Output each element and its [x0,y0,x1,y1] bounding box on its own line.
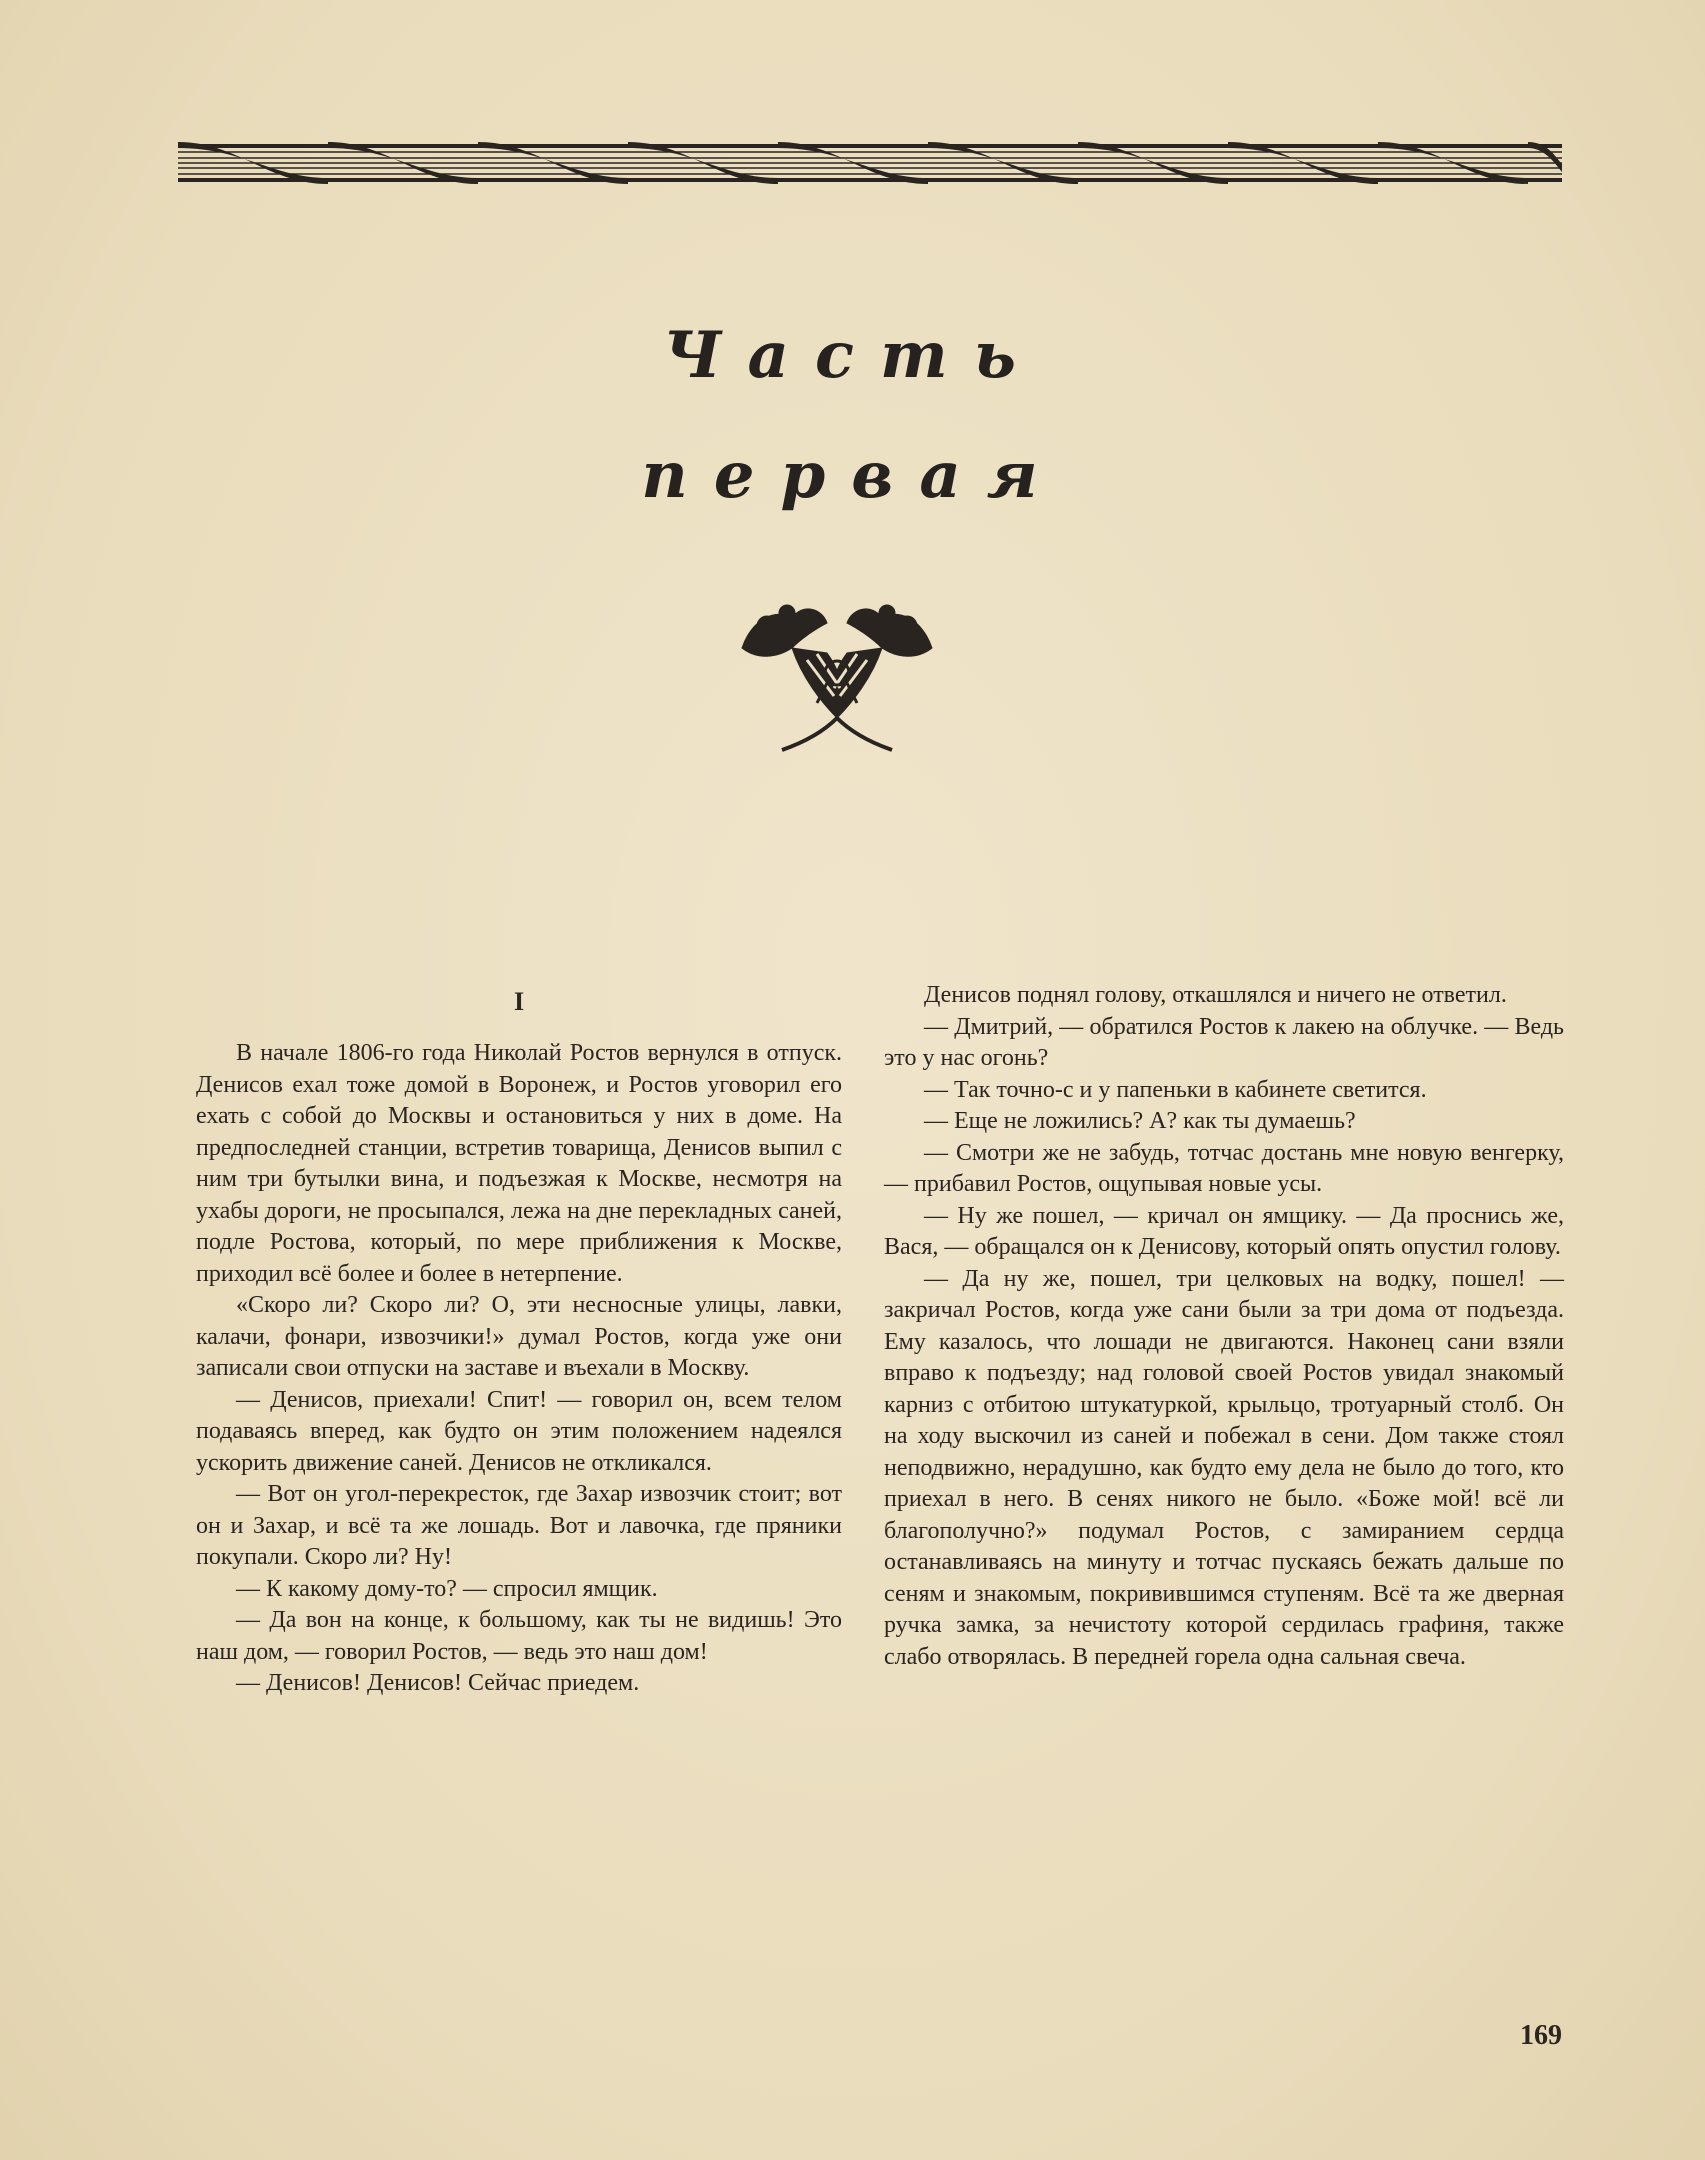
rope-border-ornament [178,138,1562,188]
paragraph: — Так точно-с и у папеньки в кабинете светится. [924,1076,1427,1103]
paragraph: — Денисов! Денисов! Сейчас приедем. [236,1670,640,1696]
paragraph: — К какому дому-то? — спросил ямщик. [236,1575,658,1602]
paragraph: — Да вон на конце, к большому, как ты не видишь! Это наш дом, — говорил Ростов, — ведь это наш дом! [196,1607,842,1665]
paragraph: — Смотри же не забудь, тотчас достань мне новую венгерку, — прибавил Ростов, ощупывая новые усы. [884,1139,1564,1197]
paragraph: — Денисов, приехали! Спит! — говорил он, всем телом подаваясь вперед, как будто он этим положением надеялся ускорить движение саней. Денисов не откликался. [196,1386,842,1476]
page-number: 169 [1520,2020,1562,2051]
paragraph: Денисов поднял голову, откашлялся и ничего не ответил. [924,982,1507,1008]
cornucopia-vignette-icon [722,578,952,758]
paragraph: «Скоро ли? Скоро ли? О, эти несносные улицы, лавки, калачи, фонари, извозчики!» думал Ростов, когда уже они записали свои отпуски на заставе и въехали в Москву. [196,1292,842,1381]
part-title-line2: первая [641,438,1064,513]
paragraph: — Вот он угол-перекресток, где Захар извозчик стоит; вот он и Захар, и всё та же лошадь. Вот и лавочка, где пряники покупали. Скоро ли? Ну! [196,1481,842,1570]
paragraph: — Да ну же, пошел, три целковых на водку, пошел! — закричал Ростов, когда уже сани были за три дома от подъезда. Ему казалось, что лошади не двигаются. Наконец сани взяли вправо к подъезду; над головой своей Ростов увидал знакомый карниз с отбитою штукатуркой, крыльцо, тротуарный столб. Он на ходу выскочил из саней и побежал в сени. Дом также стоял неподвижно, нерадушно, как будто ему дела не было до того, кто приехал в него. В сенях никого не было. «Боже мой! всё ли благополучно?» подумал Ростов, с замиранием сердца останавливаясь на минуту и тотчас пускаясь бежать дальше по сеням и знакомым, покривившимся ступеням. Всё та же дверная ручка замка, за нечистоту которой сердилась графиня, также слабо отворялась. В передней горела одна сальная свеча. [884,1265,1564,1670]
right-column [884,980,1564,1673]
part-title-line1: Часть [663,318,1042,393]
left-column [196,986,842,1700]
chapter-number: I [513,987,525,1016]
paragraph: В начале 1806-го года Николай Ростов вернулся в отпуск. Денисов ехал тоже домой в Воронеж, и Ростов уговорил его ехать с собой до Москвы и остановиться у них в доме. На предпоследней станции, встретив товарища, Денисов выпил с ним три бутылки вина, и подъезжая к Москве, несмотря на ухабы дороги, не просыпался, лежа на дне перекладных саней, подле Ростова, который, по мере приближения к Москве, приходил всё более и более в нетерпение. [196,1040,842,1287]
paragraph: — Дмитрий, — обратился Ростов к лакею на облучке. — Ведь это у нас огонь? [884,1013,1564,1071]
paragraph: — Ну же пошел, — кричал он ямщику. — Да проснись же, Вася, — обращался он к Денисову, который опять опустил голову. [884,1202,1564,1260]
paragraph: — Еще не ложились? А? как ты думаешь? [924,1108,1356,1134]
